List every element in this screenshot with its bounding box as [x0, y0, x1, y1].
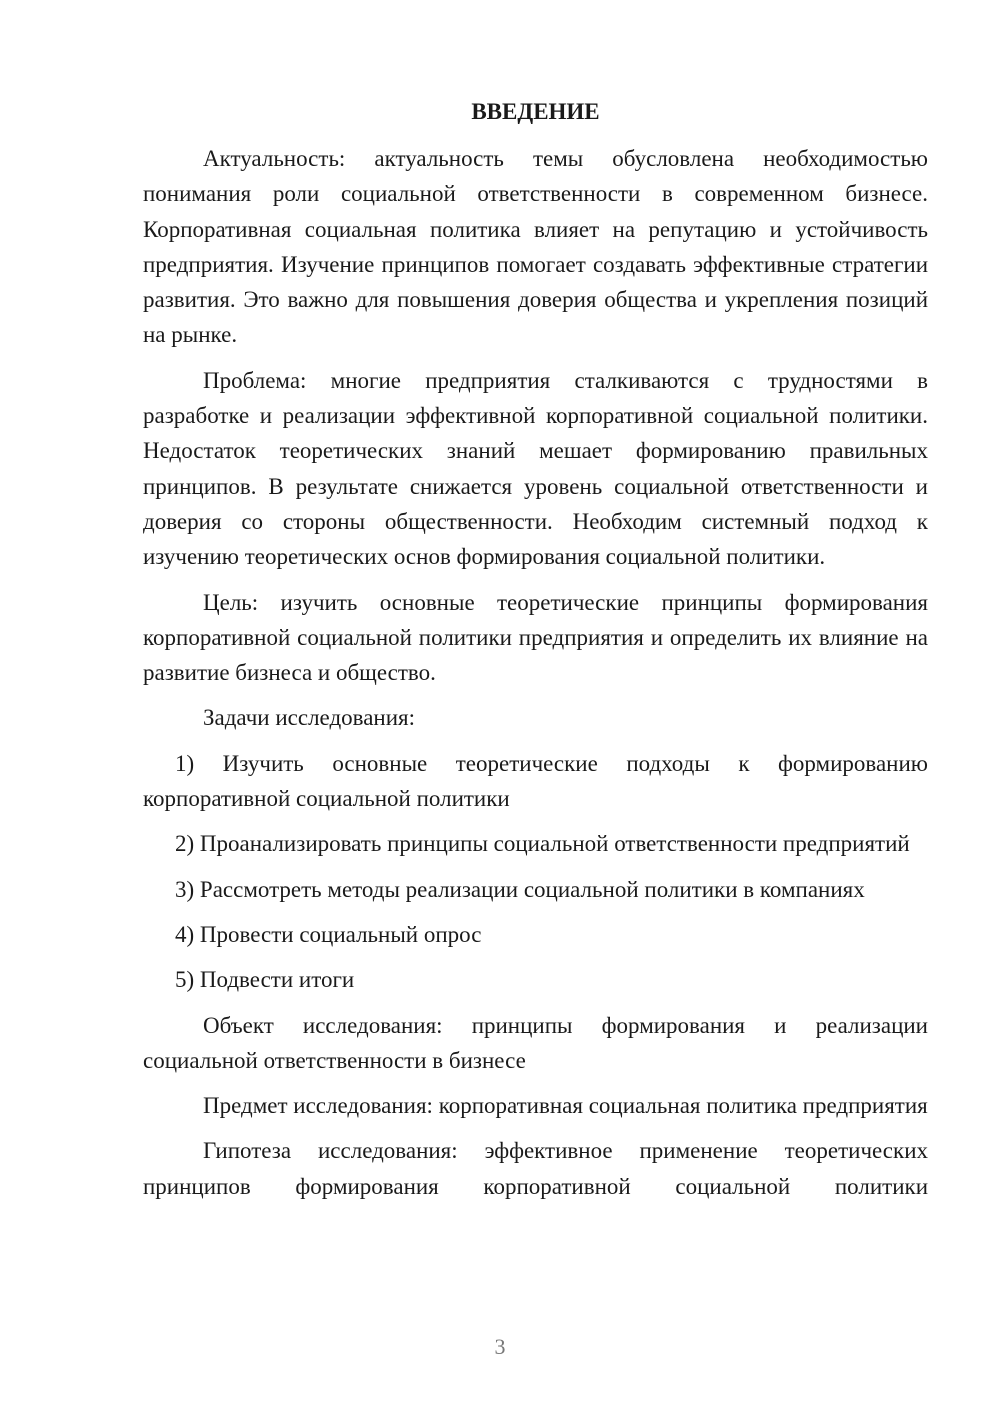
tasks-heading: Задачи исследования:: [203, 705, 416, 731]
subject-paragraph: Предмет исследования: корпоративная социальная политика предприятия: [203, 1093, 928, 1119]
hypothesis-paragraph: Гипотеза исследования: эффективное применение теоретических принципов формирования корпоративной социальной политики: [143, 1138, 928, 1199]
task-item: 1) Изучить основные теоретические подходы к формированию корпоративной социальной политики: [143, 750, 928, 812]
page-content: [143, 94, 928, 1204]
problem-paragraph: Проблема: многие предприятия сталкиваются с трудностями в разработке и реализации эффективной корпоративной социальной политики. Недостаток теоретических знаний мешает формированию правильных принципов. В результате снижается уровень социальной ответственности и доверия со стороны общественности. Необходим системный подход к изучению теоретических основ формирования социальной политики.: [143, 367, 928, 570]
page-number: 3: [494, 1334, 506, 1359]
page-title: ВВЕДЕНИЕ: [471, 99, 600, 124]
task-item: 3) Рассмотреть методы реализации социальной политики в компаниях: [175, 876, 865, 902]
task-item: 2) Проанализировать принципы социальной ответственности предприятий: [175, 831, 910, 857]
task-item: 5) Подвести итоги: [175, 967, 355, 993]
object-paragraph: Объект исследования: принципы формирования и реализации социальной ответственности в бизнесе: [143, 1012, 928, 1073]
goal-paragraph: Цель: изучить основные теоретические принципы формирования корпоративной социальной политики предприятия и определить их влияние на развитие бизнеса и общество.: [143, 589, 928, 686]
task-item: 4) Провести социальный опрос: [175, 921, 482, 947]
relevance-paragraph: Актуальность: актуальность темы обусловлена необходимостью понимания роли социальной ответственности в современном бизнесе. Корпоративная социальная политика влияет на репутацию и устойчивость предприятия. Изучение принципов помогает создавать эффективные стратегии развития. Это важно для повышения доверия общества и укрепления позиций на рынке.: [143, 146, 928, 348]
